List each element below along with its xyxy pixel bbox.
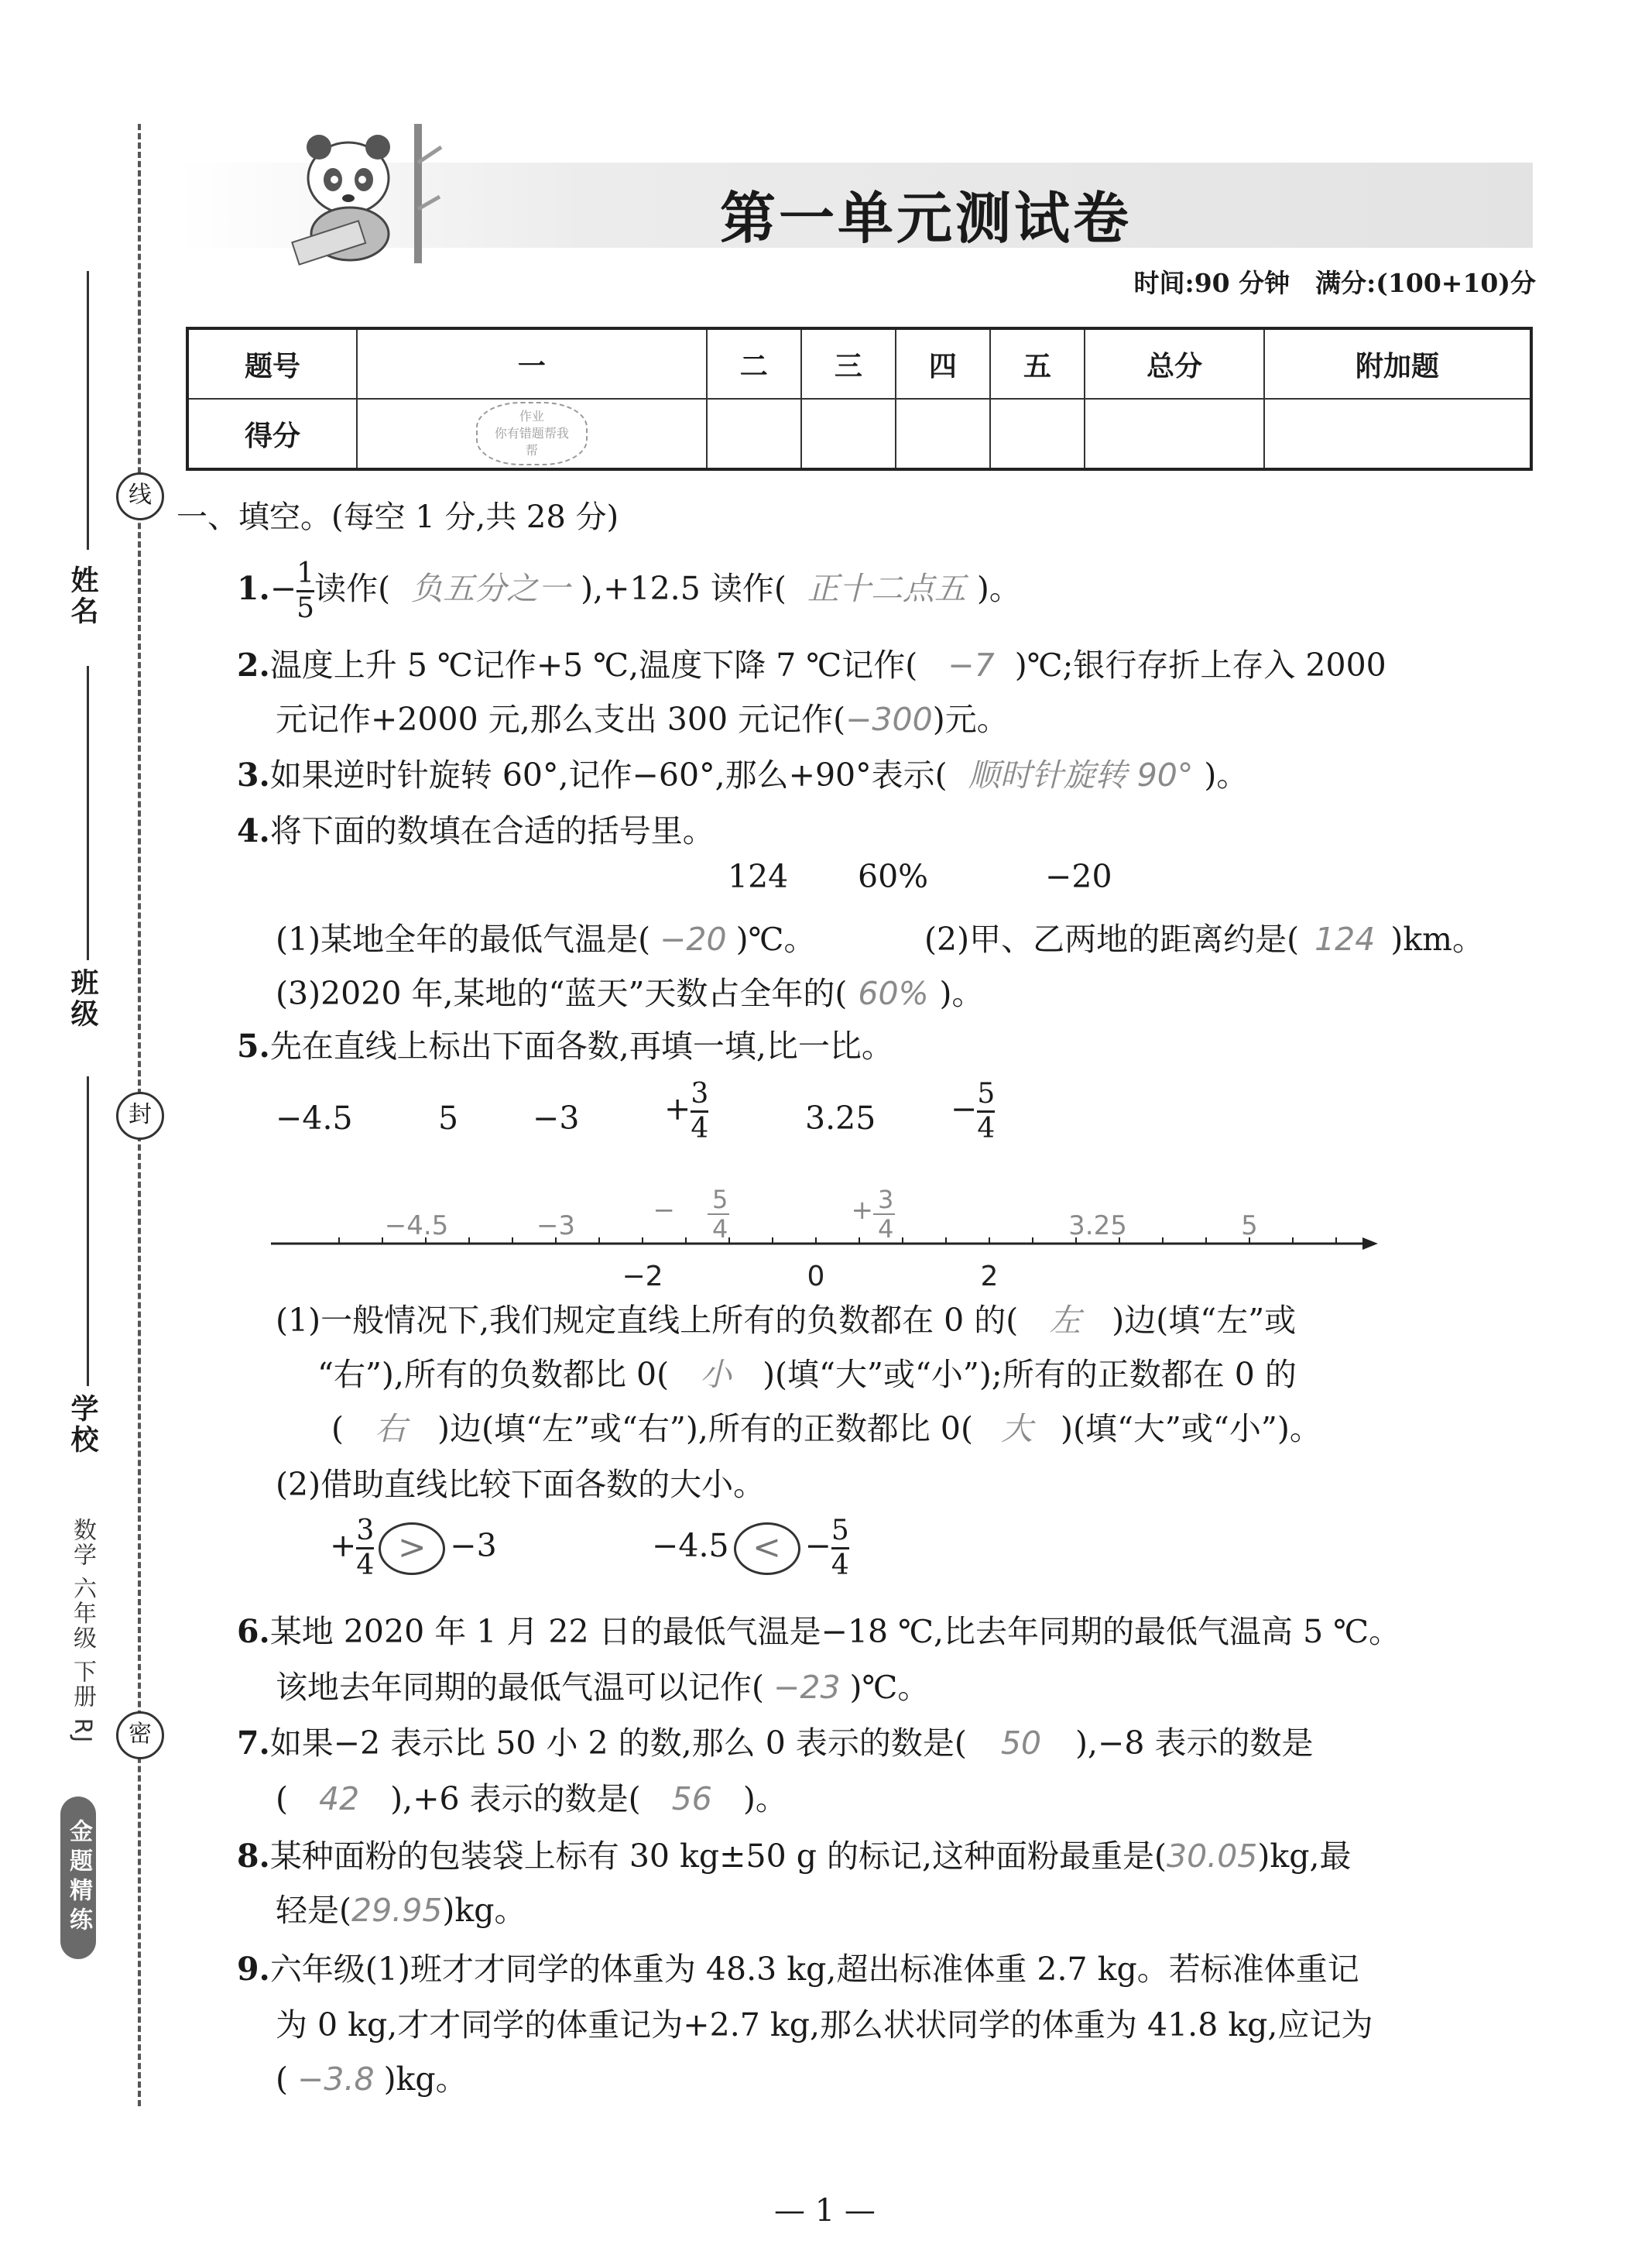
cmp1-sign: +: [330, 1527, 357, 1564]
q3-number: 3.: [237, 757, 270, 794]
q5-n4-den: 4: [691, 1110, 708, 1145]
q3-answer: 顺时针旋转 90°: [968, 757, 1194, 794]
binding-mark-mi: 密: [116, 1711, 164, 1759]
q5-number-3: −3: [533, 1100, 580, 1137]
point-label-neg5-4-num: 5: [712, 1185, 728, 1214]
question-9-line-1: [237, 1944, 1359, 1989]
q7-number: 7.: [237, 1724, 270, 1762]
q1-frac-num: 1: [296, 558, 315, 589]
cmp1-right: −3: [450, 1527, 497, 1564]
q5-p1-text-6: )边(填“左”或“右”),所有的正数都比 0(: [437, 1410, 973, 1447]
cmp2-answer-circle[interactable]: <: [734, 1522, 800, 1575]
q8-text-1: 某种面粉的包装袋上标有 30 kg±50 g 的标记,这种面粉最重是(: [269, 1838, 1167, 1875]
q4-p1-answer: −20: [660, 921, 727, 958]
q1-number: 1.: [237, 570, 270, 607]
header-cell-5: 五: [990, 328, 1085, 399]
q4-number-2: 60%: [858, 858, 929, 895]
q7-answer-1: 50: [1000, 1724, 1042, 1762]
q4-p1-text-1: (1)某地全年的最低气温是(: [276, 921, 651, 958]
q9-answer: −3.8: [297, 2061, 375, 2098]
question-2-line-2: [276, 694, 1009, 740]
q5-n6-sign: −: [951, 1090, 978, 1127]
point-label-neg5-4-den: 4: [712, 1214, 728, 1244]
q5-p1-text-7: )(填“大”或“小”)。: [1060, 1410, 1321, 1447]
point-label-3-4-num: 3: [878, 1185, 894, 1214]
score-cell-total[interactable]: [1085, 399, 1264, 469]
q4-number-1: 124: [728, 858, 789, 895]
cmp2-fraction: [831, 1515, 849, 1582]
question-6-line-2: [276, 1662, 929, 1707]
binding-mark-xian: 线: [116, 472, 164, 520]
q4-p1-text-2: )℃。: [735, 921, 816, 958]
brand-badge: 金题精练: [60, 1796, 96, 1959]
class-write-line: [87, 666, 89, 960]
q5-p1-text-2: )边(填“左”或: [1112, 1302, 1297, 1339]
q7-text-3: (: [276, 1780, 288, 1817]
score-cell-1[interactable]: [357, 399, 707, 469]
q4-p3-text-1: (3)2020 年,某地的“蓝天”天数占全年的(: [276, 975, 848, 1012]
question-9-line-2: 为 0 kg,才才同学的体重记为+2.7 kg,那么状状同学的体重为 41.8 kg,应记为: [276, 2006, 1373, 2044]
q5-number: 5.: [237, 1028, 270, 1065]
header-cell-bonus: 附加题: [1264, 328, 1531, 399]
question-2-line-1: [237, 640, 1386, 685]
q6-text-2: 该地去年同期的最低气温可以记作(: [276, 1669, 764, 1706]
q5-p1-text-1: (1)一般情况下,我们规定直线上所有的负数都在 0 的(: [276, 1302, 1019, 1339]
q5-number-1: −4.5: [276, 1100, 353, 1137]
q9-number: 9.: [237, 1951, 270, 1988]
point-label-neg5-4-sign: −: [653, 1195, 675, 1226]
point-label-5: 5: [1241, 1210, 1258, 1241]
q9-text-3: (: [276, 2061, 288, 2098]
cmp1-fraction: [356, 1515, 374, 1582]
question-9-line-3: [276, 2054, 468, 2099]
header-cell-total: 总分: [1085, 328, 1264, 399]
axis-label-0: 0: [807, 1261, 825, 1292]
q2-answer-1: −7: [948, 647, 995, 684]
q4-part-3: [276, 968, 984, 1014]
q6-number: 6.: [237, 1613, 270, 1650]
q7-answer-3: 56: [671, 1780, 712, 1817]
name-write-line: [87, 271, 89, 550]
page-title: 第一单元测试卷: [720, 186, 1133, 251]
q1-frac-den: 5: [296, 590, 314, 625]
q6-text-1: 某地 2020 年 1 月 22 日的最低气温是−18 ℃,比去年同期的最低气温高 5 ℃。: [269, 1613, 1401, 1650]
q1-answer-2: 正十二点五: [807, 570, 966, 607]
page-number: — 1 —: [774, 2193, 876, 2229]
panda-mascot-icon: [263, 116, 449, 271]
q2-number: 2.: [237, 647, 270, 684]
q8-text-3: 轻是(: [276, 1892, 351, 1929]
comparison-2: [652, 1515, 849, 1582]
q5-number-6: [951, 1078, 995, 1145]
q2-text-4: )元。: [932, 701, 1009, 738]
series-label: 数学 六年级 下册 RJ: [69, 1518, 96, 1745]
question-7-line-2: [276, 1773, 787, 1819]
point-label-neg3: −3: [536, 1210, 576, 1241]
q5-p1-answer-1: 左: [1049, 1302, 1081, 1339]
score-row-label: 得分: [187, 399, 357, 469]
score-cell-5[interactable]: [990, 399, 1085, 469]
point-label-3-4-den: 4: [878, 1214, 894, 1244]
q1-text-2: ),+12.5 读作(: [581, 570, 787, 607]
q7-text-1: 如果−2 表示比 50 小 2 的数,那么 0 表示的数是(: [269, 1724, 967, 1762]
point-label-3.25: 3.25: [1068, 1210, 1127, 1241]
q8-answer-1: 30.05: [1167, 1838, 1258, 1875]
question-5: [237, 1021, 893, 1066]
binding-mark-feng: 封: [116, 1092, 164, 1140]
header-cell-label: 题号: [187, 328, 357, 399]
q1-sign: −: [269, 570, 297, 607]
q5-p1-text-5: (: [331, 1410, 344, 1447]
q3-text-2: )。: [1204, 757, 1249, 794]
q5-part-1-line-1: [276, 1295, 1296, 1340]
q2-text-3: 元记作+2000 元,那么支出 300 元记作(: [276, 701, 846, 738]
score-cell-3[interactable]: [801, 399, 896, 469]
axis-label-2: 2: [980, 1261, 999, 1292]
q8-answer-2: 29.95: [351, 1892, 443, 1929]
number-line[interactable]: [263, 1169, 1393, 1301]
q1-fraction: [296, 558, 314, 625]
q4-text: 将下面的数填在合适的括号里。: [269, 812, 715, 849]
header-cell-4: 四: [896, 328, 990, 399]
q7-text-5: )。: [742, 1780, 787, 1817]
score-value-row: [187, 399, 1531, 469]
score-cell-4[interactable]: [896, 399, 990, 469]
q4-p3-text-2: )。: [939, 975, 984, 1012]
question-4: [237, 805, 715, 851]
q5-number-4: [664, 1078, 708, 1145]
q4-p2-text-1: (2)甲、乙两地的距离约是(: [924, 921, 1300, 958]
cmp1-den: 4: [356, 1547, 374, 1582]
stamp-text-3: 你有错题帮我: [494, 426, 569, 441]
stamp-watermark: [476, 402, 588, 465]
q5-part-1-line-3: [331, 1403, 1321, 1449]
header-cell-1: 一: [357, 328, 707, 399]
q5-text: 先在直线上标出下面各数,再填一填,比一比。: [269, 1028, 893, 1065]
q5-p1-answer-3: 右: [375, 1410, 406, 1447]
school-label: 学校: [67, 1394, 99, 1456]
q5-n6-fraction: [977, 1078, 995, 1145]
q5-part-1-line-2: [317, 1349, 1297, 1395]
q7-text-4: ),+6 表示的数是(: [390, 1780, 641, 1817]
class-label: 班级: [67, 968, 99, 1030]
q9-text-4: )kg。: [383, 2061, 468, 2098]
q5-n4-num: 3: [691, 1078, 709, 1110]
score-cell-bonus[interactable]: [1264, 399, 1531, 469]
stamp-text-2: 帮: [525, 443, 538, 458]
q4-number: 4.: [237, 812, 270, 849]
q5-part-2: (2)借助直线比较下面各数的大小。: [276, 1466, 766, 1503]
question-8-line-2: [276, 1885, 526, 1930]
q1-text-1: 读作(: [314, 570, 391, 607]
q8-text-4: )kg。: [442, 1892, 526, 1929]
section-heading: 一、填空。(每空 1 分,共 28 分): [177, 499, 619, 535]
score-cell-2[interactable]: [707, 399, 801, 469]
q7-answer-2: 42: [319, 1780, 360, 1817]
q2-text-1: 温度上升 5 ℃记作+5 ℃,温度下降 7 ℃记作(: [269, 647, 918, 684]
q4-part-1: [276, 914, 815, 959]
name-label: 姓名: [67, 565, 99, 627]
cmp2-den: 4: [831, 1547, 849, 1582]
q5-n4-fraction: [691, 1078, 708, 1145]
cmp1-answer-circle[interactable]: >: [379, 1522, 445, 1575]
cmp2-left: −4.5: [652, 1527, 729, 1564]
q5-number-2: 5: [438, 1100, 459, 1137]
q4-number-3: −20: [1045, 858, 1112, 895]
score-table: [186, 327, 1533, 471]
header-cell-2: 二: [707, 328, 801, 399]
q6-text-3: )℃。: [849, 1669, 930, 1706]
number-line-arrow: [1362, 1237, 1378, 1250]
q9-text-1: 六年级(1)班才才同学的体重为 48.3 kg,超出标准体重 2.7 kg。若标准体重记: [269, 1951, 1359, 1988]
q5-n4-sign: +: [664, 1090, 691, 1127]
q3-text-1: 如果逆时针旋转 60°,记作−60°,那么+90°表示(: [269, 757, 948, 794]
time-score-info: 时间:90 分钟 满分:(100+10)分: [1133, 268, 1536, 298]
q6-answer: −23: [773, 1669, 841, 1706]
q8-text-2: )kg,最: [1257, 1838, 1352, 1875]
q2-answer-2: −300: [845, 701, 933, 738]
q5-n6-den: 4: [977, 1110, 995, 1145]
score-header-row: [187, 328, 1531, 399]
stamp-text-1: 作业: [519, 409, 544, 424]
q8-number: 8.: [237, 1838, 270, 1875]
question-8-line-1: [237, 1831, 1352, 1876]
point-label-neg4.5: −4.5: [384, 1210, 449, 1241]
question-7-line-1: [237, 1718, 1314, 1763]
question-6-line-1: [237, 1606, 1400, 1652]
q5-p1-text-3: “右”),所有的负数都比 0(: [317, 1356, 670, 1393]
q2-text-2: )℃;银行存折上存入 2000: [1014, 647, 1386, 684]
cmp1-num: 3: [356, 1515, 375, 1546]
q4-part-2: [924, 914, 1484, 959]
q1-answer-1: 负五分之一: [411, 570, 571, 607]
q5-number-5: 3.25: [805, 1100, 876, 1137]
header-cell-3: 三: [801, 328, 896, 399]
question-1: [237, 558, 1021, 625]
comparison-1: [330, 1515, 497, 1582]
cmp2-sign: −: [804, 1527, 831, 1564]
q1-text-3: )。: [976, 570, 1021, 607]
q4-p3-answer: 60%: [858, 975, 929, 1012]
point-label-3-4-sign: +: [851, 1195, 873, 1226]
q5-p1-answer-2: 小: [700, 1356, 732, 1393]
axis-label-neg2: −2: [622, 1261, 663, 1292]
q5-p1-text-4: )(填“大”或“小”);所有的正数都在 0 的: [763, 1356, 1297, 1393]
q5-p1-answer-4: 大: [1000, 1410, 1033, 1447]
q5-n6-num: 5: [977, 1078, 996, 1110]
q4-p2-text-2: )km。: [1390, 921, 1485, 958]
cmp2-num: 5: [831, 1515, 849, 1546]
question-3: [237, 750, 1248, 795]
school-write-line: [87, 1076, 89, 1386]
q7-text-2: ),−8 表示的数是: [1075, 1724, 1314, 1762]
q4-p2-answer: 124: [1314, 921, 1376, 958]
